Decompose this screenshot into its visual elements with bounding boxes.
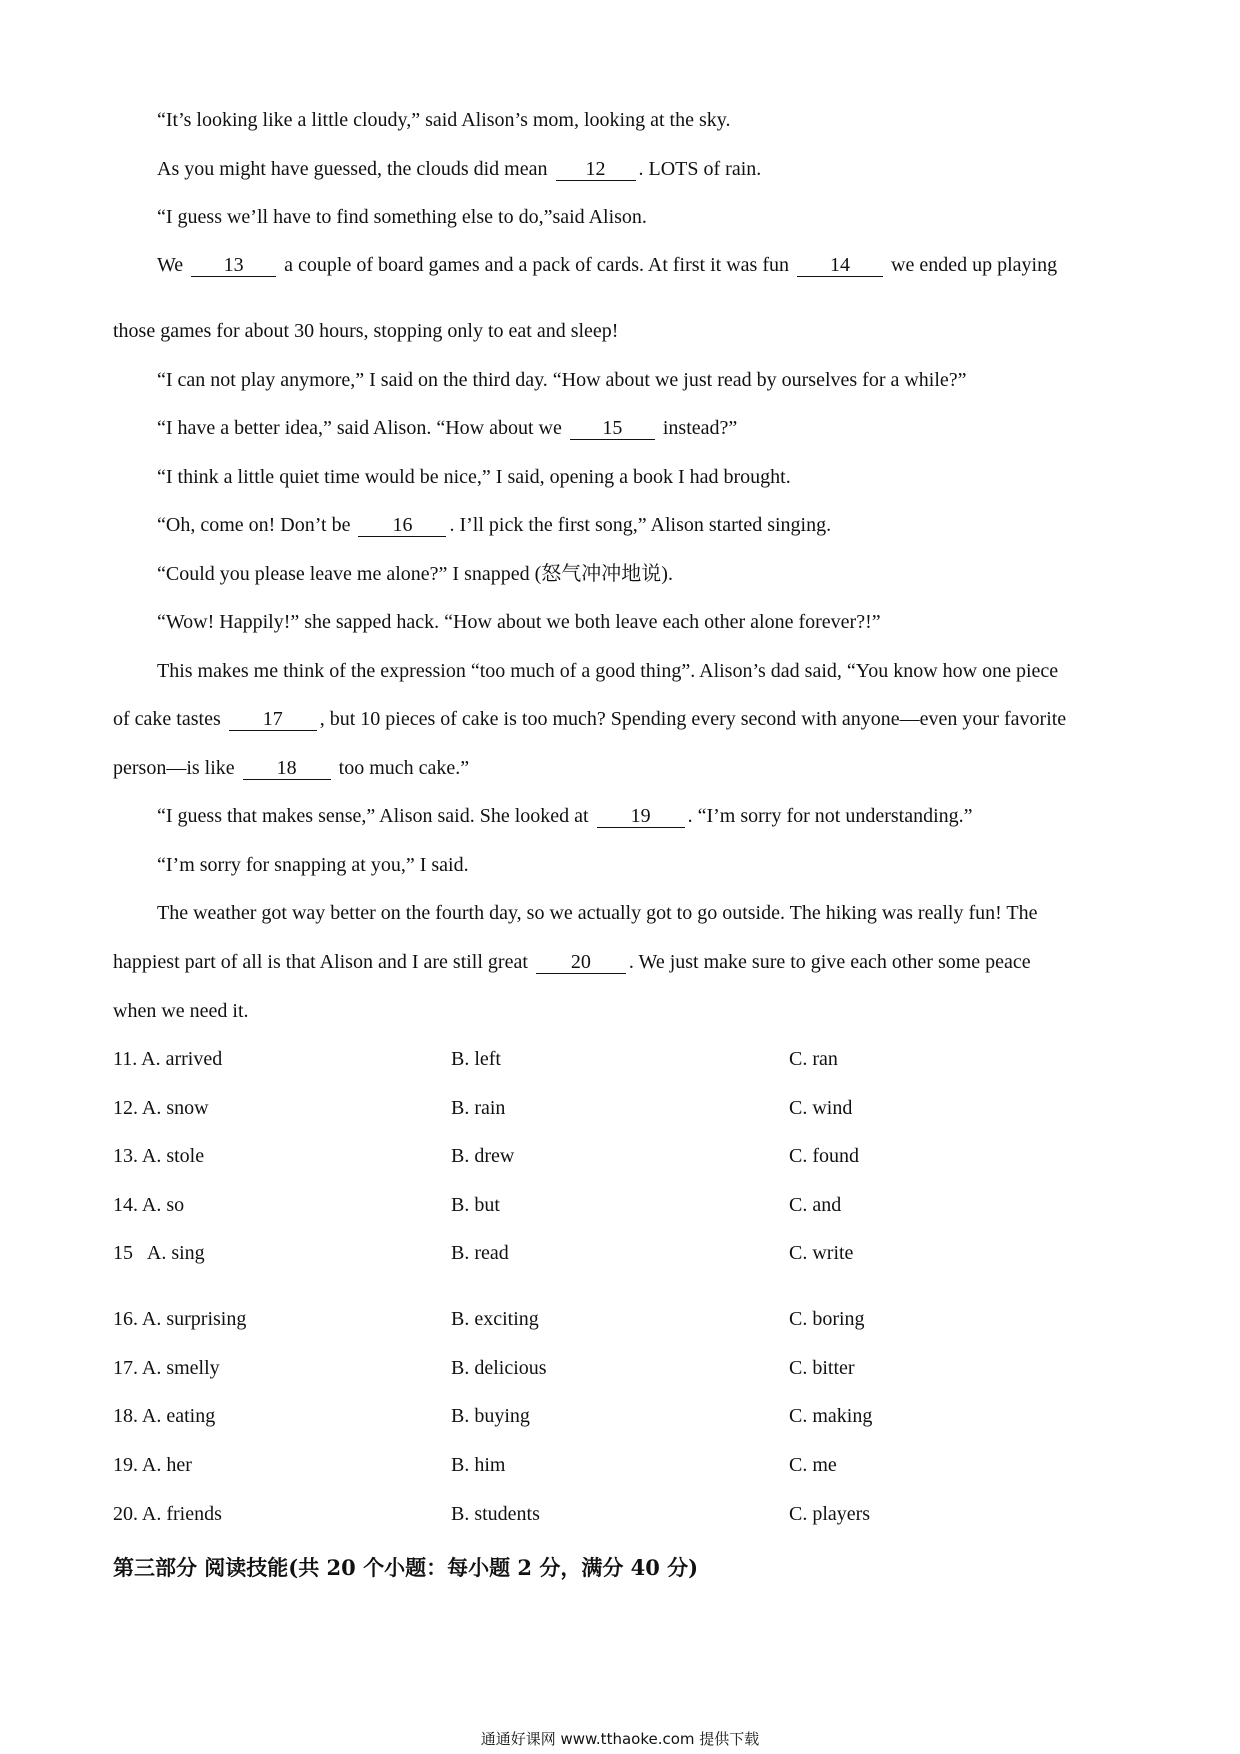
option-c: C. ran (789, 1048, 838, 1070)
text: “It’s looking like a little cloudy,” said Alison’s mom, looking at the sky. (157, 109, 731, 131)
option-c: C. and (789, 1194, 842, 1216)
option-a: 13. A. stole (113, 1145, 205, 1167)
option-b: B. delicious (451, 1357, 547, 1379)
option-row (113, 1046, 1133, 1072)
option-row (113, 1240, 1133, 1266)
option-row (113, 1452, 1133, 1478)
blank-19: 19 (597, 805, 685, 828)
text: instead?” (662, 417, 738, 439)
text: of cake tastes (113, 708, 221, 730)
option-a: 17. A. smelly (113, 1357, 220, 1379)
option-b: B. drew (451, 1145, 515, 1167)
passage-line (157, 609, 1177, 635)
passage-line (157, 367, 1177, 393)
passage-line (113, 998, 1133, 1024)
blank-20: 20 (536, 951, 626, 974)
option-a: 11. A. arrived (113, 1048, 223, 1070)
passage-line (157, 658, 1177, 684)
passage-line (157, 512, 1177, 538)
text: As you might have guessed, the clouds did mean (157, 158, 548, 180)
option-a: 14. A. so (113, 1194, 185, 1216)
text: “I’m sorry for snapping at you,” I said. (157, 854, 469, 876)
passage-line (157, 107, 1177, 133)
passage-line (157, 561, 1177, 587)
blank-12: 12 (556, 158, 636, 181)
option-c: C. making (789, 1405, 873, 1427)
option-a: 16. A. surprising (113, 1308, 247, 1330)
blank-14: 14 (797, 254, 883, 277)
blank-18: 18 (243, 757, 331, 780)
option-a: 15 A. sing (113, 1242, 205, 1264)
option-c: C. found (789, 1145, 859, 1167)
text: . “I’m sorry for not understanding.” (687, 805, 973, 827)
text: “I have a better idea,” said Alison. “How about we (157, 417, 562, 439)
passage-line (113, 706, 1133, 732)
text: happiest part of all is that Alison and I are still great (113, 951, 528, 973)
text: We (157, 254, 184, 276)
text: , but 10 pieces of cake is too much? Spending every second with anyone—even your favorite (319, 708, 1067, 730)
text: when we need it. (113, 1000, 249, 1022)
option-row (113, 1192, 1133, 1218)
option-b: B. read (451, 1242, 509, 1264)
option-a: 19. A. her (113, 1454, 192, 1476)
option-b: B. students (451, 1503, 540, 1525)
text: “I guess that makes sense,” Alison said. She looked at (157, 805, 589, 827)
text: “Oh, come on! Don’t be (157, 514, 351, 536)
passage-line (157, 252, 1177, 278)
text: we ended up playing (891, 254, 1058, 276)
option-b: B. exciting (451, 1308, 539, 1330)
passage-line (113, 949, 1133, 975)
option-a: 20. A. friends (113, 1503, 222, 1525)
option-row (113, 1095, 1133, 1121)
option-c: C. bitter (789, 1357, 855, 1379)
option-c: C. wind (789, 1097, 853, 1119)
option-c: C. me (789, 1454, 837, 1476)
option-b: B. him (451, 1454, 506, 1476)
text: The weather got way better on the fourth day, so we actually got to go outside. The hiking was really fun! The (157, 902, 1038, 924)
text: a couple of board games and a pack of cards. At first it was fun (284, 254, 789, 276)
section-heading: 第三部分 阅读技能(共 20 个小题：每小题 2 分，满分 40 分) (113, 1555, 699, 1580)
text: “I can not play anymore,” I said on the third day. “How about we just read by ourselves for a while?” (157, 369, 967, 391)
passage-line (157, 900, 1177, 926)
blank-15: 15 (570, 417, 655, 440)
option-c: C. write (789, 1242, 854, 1264)
text: “I guess we’ll have to find something else to do,”said Alison. (157, 206, 647, 228)
text: This makes me think of the expression “too much of a good thing”. Alison’s dad said, “You know how one piece (157, 660, 1059, 682)
option-c: C. players (789, 1503, 871, 1525)
passage-line (113, 755, 1133, 781)
option-a: 12. A. snow (113, 1097, 209, 1119)
text: “I think a little quiet time would be nice,” I said, opening a book I had brought. (157, 466, 791, 488)
option-a: 18. A. eating (113, 1405, 216, 1427)
blank-17: 17 (229, 708, 317, 731)
option-row (113, 1501, 1133, 1527)
text: . LOTS of rain. (638, 158, 762, 180)
text: . We just make sure to give each other some peace (628, 951, 1031, 973)
option-row (113, 1355, 1133, 1381)
option-b: B. buying (451, 1405, 530, 1427)
option-c: C. boring (789, 1308, 865, 1330)
page-footer: 通通好课网 www.tthaoke.com 提供下载 (480, 1730, 760, 1748)
option-b: B. but (451, 1194, 500, 1216)
passage-line (157, 464, 1177, 490)
passage-line (157, 803, 1177, 829)
passage-line (157, 156, 1177, 182)
text: too much cake.” (338, 757, 470, 779)
passage-line (157, 415, 1177, 441)
passage-line (157, 204, 1177, 230)
text: “Could you please leave me alone?” I snapped (怒气冲冲地说). (157, 563, 673, 585)
option-row (113, 1143, 1133, 1169)
passage-line (157, 852, 1177, 878)
option-row (113, 1306, 1133, 1332)
option-b: B. left (451, 1048, 501, 1070)
blank-16: 16 (358, 514, 446, 537)
text: . I’ll pick the first song,” Alison started singing. (449, 514, 832, 536)
blank-13: 13 (191, 254, 276, 277)
option-b: B. rain (451, 1097, 506, 1119)
text: person—is like (113, 757, 235, 779)
text: “Wow! Happily!” she sapped hack. “How about we both leave each other alone forever?!” (157, 611, 881, 633)
passage-line (113, 318, 1133, 344)
text: those games for about 30 hours, stopping only to eat and sleep! (113, 320, 619, 342)
option-row (113, 1403, 1133, 1429)
